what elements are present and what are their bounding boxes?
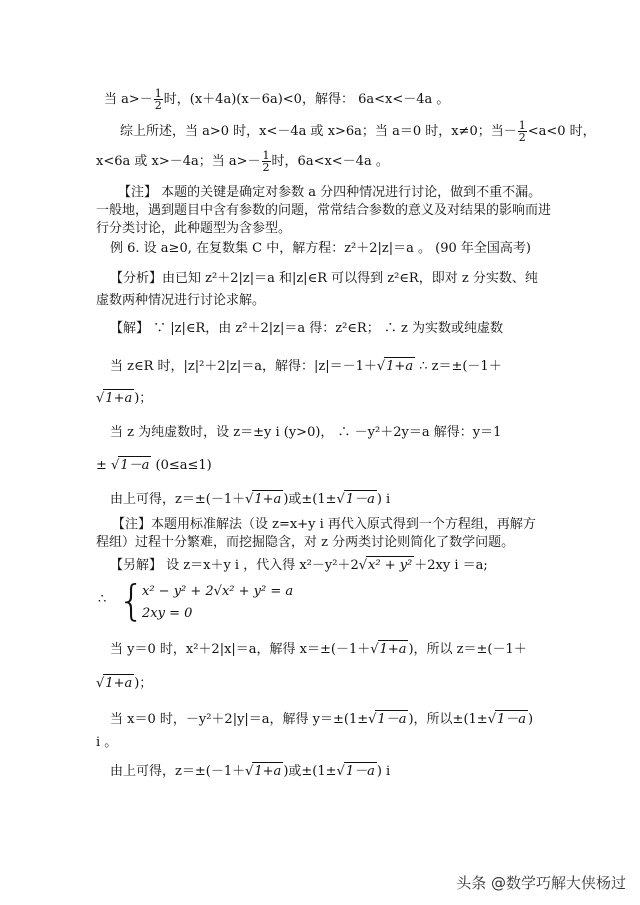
text-line: 由上可得，z＝±(－1＋√1+a )或±(1±√1－a ) i — [110, 764, 391, 779]
text-span: )或±(1± — [283, 764, 337, 779]
therefore-symbol: ∴ — [98, 592, 107, 607]
text-span: 由上可得，z＝±(－1＋ — [110, 492, 246, 507]
text-span: 时，(x＋4a)(x－6a)<0，解得： 6a<x<－4a 。 — [163, 92, 450, 107]
text-span: 综上所述，当 a>0 时，x<－4a 或 x>6a；当 a＝0 时，x≠0；当－ — [120, 124, 517, 139]
equation-system — [98, 576, 318, 626]
sqrt-expression: x² + y² — [368, 558, 413, 573]
sqrt-expression: 1+a — [105, 391, 133, 406]
text-line: 一般地，遇到题目中含有参数的问题，常常结合参数的意义及对结果的影响而进 — [96, 203, 552, 218]
text-line: 由上可得，z＝±(－1＋√1+a )或±(1±√1－a ) i — [110, 492, 391, 507]
text-line: 虚数两种情况进行讨论求解。 — [96, 293, 266, 308]
text-line: 行分类讨论，此种题型为含参型。 — [96, 221, 292, 236]
fraction-half: $\frac{1}{2}$ — [518, 119, 526, 144]
text-span: ＋2xy i ＝a; — [414, 558, 488, 573]
text-span: 当 y＝0 时，x²＋2|x|＝a，解得 x＝±(－1＋ — [110, 642, 371, 657]
sqrt-expression: 1+a — [254, 764, 282, 779]
text-line: √1+a )； — [96, 676, 153, 691]
text-line: 例 6. 设 a≥0, 在复数集 C 中，解方程：z²＋2|z|＝a 。 (90 年全国高考) — [110, 241, 531, 256]
sqrt-expression: 1－a — [377, 712, 407, 727]
text-span: (0≤a≤1) — [151, 458, 212, 473]
text-span: 当 a>－ — [104, 92, 153, 107]
text-line: i 。 — [96, 735, 118, 750]
sqrt-expression: 1+a — [386, 359, 414, 374]
sqrt-expression: 1－a — [120, 458, 150, 473]
text-line — [104, 88, 449, 111]
text-line — [120, 120, 596, 143]
sqrt-expression: 1－a — [496, 712, 527, 727]
text-span: 当 z∈R 时，|z|²＋2|z|＝a，解得：|z|＝－1＋ — [110, 359, 377, 374]
text-span: x<6a 或 x>－4a；当 a>－ — [96, 154, 261, 169]
text-span: )，所以±(1± — [408, 712, 488, 727]
text-span: 时，6a<x<－4a 。 — [271, 154, 389, 169]
text-line: 【注】 本题的关键是确定对参数 a 分四种情况进行讨论，做到不重不漏。 — [118, 185, 542, 200]
left-brace: { — [118, 576, 145, 625]
text-span: 当 x＝0 时，－y²＋2|y|＝a，解得 y＝±(1± — [110, 712, 369, 727]
sqrt-expression: 1+a — [379, 642, 407, 657]
text-line: 【分析】由已知 z²＋2|z|＝a 和|z|∈R 可以得到 z²∈R，即对 z 分实数、纯 — [110, 271, 538, 286]
text-span: ∴ z＝±(－1＋ — [415, 359, 502, 374]
system-equation-2: 2xy = 0 — [142, 606, 193, 621]
text-line: 当 z 为纯虚数时，设 z＝±y i (y>0)， ∴ －y²＋2y＝a 解得：y＝1 — [110, 425, 502, 440]
watermark-text: 头条 @数学巧解大侠杨过 — [456, 874, 626, 892]
text-span: ) i — [376, 492, 391, 507]
text-span: 由上可得，z＝±(－1＋ — [110, 764, 246, 779]
text-span: 【另解】 设 z＝x＋y i ，代入得 x²－y²＋2 — [110, 558, 359, 573]
text-line: 【注】本题用标准解法（设 z=x+y i 再代入原式得到一个方程组，再解方 — [112, 517, 536, 532]
sqrt-expression: 1+a — [105, 676, 133, 691]
text-span: )或±(1± — [283, 492, 337, 507]
system-equation-1: x² − y² + 2√x² + y² = a — [142, 584, 294, 599]
sqrt-expression: 1－a — [345, 492, 375, 507]
fraction-half: $\frac{1}{2}$ — [262, 149, 270, 174]
text-span: )，所以 z＝±(－1＋ — [408, 642, 527, 657]
text-line: 【另解】 设 z＝x＋y i ，代入得 x²－y²＋2√x² + y² ＋2xy i ＝a; — [110, 558, 488, 573]
sqrt-expression: 1+a — [254, 492, 282, 507]
text-line — [96, 150, 389, 173]
text-line: 程组）过程十分繁难，而挖掘隐含，对 z 分两类讨论则简化了数学问题。 — [96, 535, 515, 550]
fraction-half: $\frac{1}{2}$ — [154, 87, 162, 112]
sqrt-expression: 1－a — [345, 764, 375, 779]
text-line: 当 z∈R 时，|z|²＋2|z|＝a，解得：|z|＝－1＋√1+a ∴ z＝±(－1＋ — [110, 359, 502, 374]
text-span: ) i — [376, 764, 391, 779]
text-line: ± √1－a (0≤a≤1) — [96, 458, 212, 473]
text-span: <a<0 时， — [527, 124, 596, 139]
text-line: √1+a )； — [96, 391, 153, 406]
text-line: 当 y＝0 时，x²＋2|x|＝a，解得 x＝±(－1＋√1+a )，所以 z＝±(－1＋ — [110, 642, 527, 657]
text-line: 【解】 ∵ |z|∈R，由 z²＋2|z|＝a 得：z²∈R； ∴ z 为实数或纯虚数 — [110, 321, 503, 336]
text-line: 当 x＝0 时，－y²＋2|y|＝a，解得 y＝±(1±√1－a )，所以±(1±√1－a ) — [110, 712, 534, 727]
